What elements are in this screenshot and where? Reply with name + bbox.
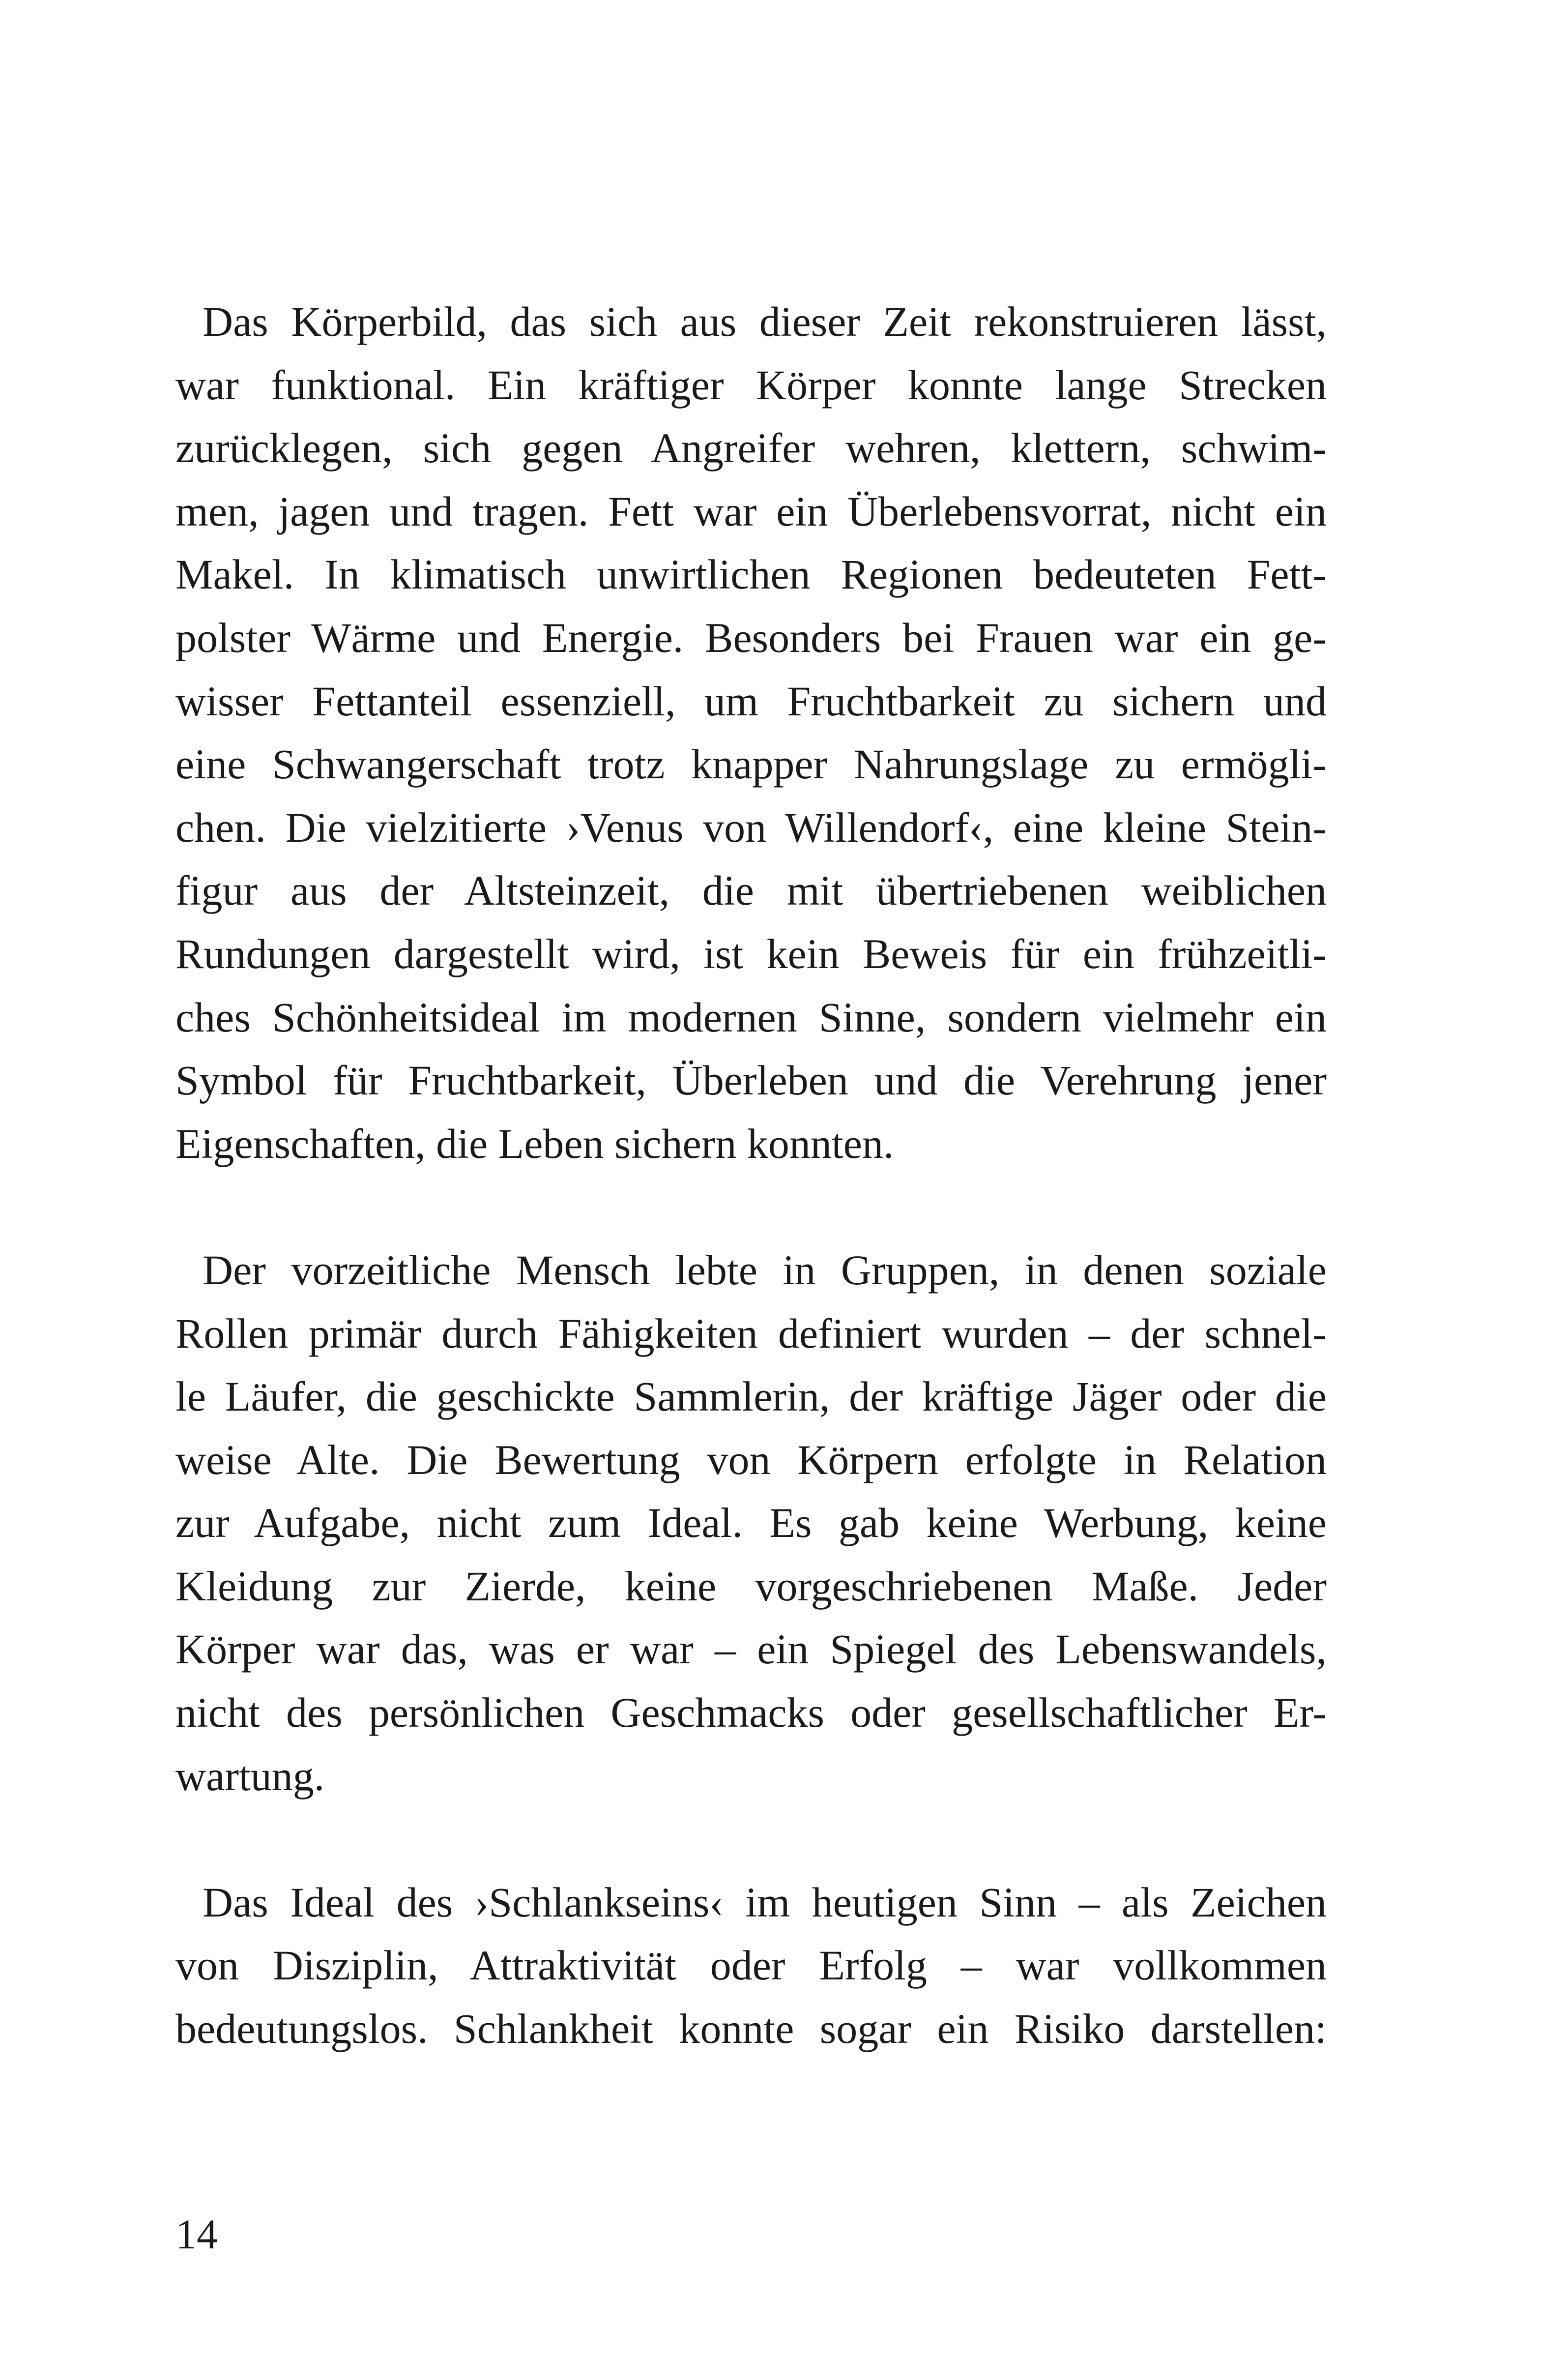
- text-line: Rundungen dargestellt wird, ist kein Beweis für ein frühzeitli-: [175, 930, 1327, 977]
- text-line: wartung.: [175, 1752, 325, 1800]
- text-line: eine Schwangerschaft trotz knapper Nahrungslage zu ermögli-: [175, 740, 1327, 788]
- paragraph-1: [175, 290, 1327, 1175]
- text-line: weise Alte. Die Bewertung von Körpern erfolgte in Relation: [175, 1436, 1327, 1483]
- text-line: Symbol für Fruchtbarkeit, Überleben und die Verehrung jener: [175, 1057, 1327, 1104]
- text-line: zur Aufgabe, nicht zum Ideal. Es gab keine Werbung, keine: [175, 1499, 1327, 1547]
- text-line: Eigenschaften, die Leben sichern konnten.: [175, 1120, 894, 1167]
- text-line: polster Wärme und Energie. Besonders bei Frauen war ein ge-: [175, 614, 1327, 661]
- page-number: 14: [175, 2211, 218, 2258]
- text-line: Das Ideal des ›Schlankseins‹ im heutigen Sinn – als Zeichen: [203, 1878, 1327, 1926]
- text-line: bedeutungslos. Schlankheit konnte sogar ein Risiko darstellen:: [175, 2005, 1327, 2053]
- text-line: chen. Die vielzitierte ›Venus von Willendorf‹, eine kleine Stein-: [175, 803, 1327, 851]
- text-line: men, jagen und tragen. Fett war ein Überlebensvorrat, nicht ein: [175, 487, 1327, 535]
- paragraph-gap: [175, 1175, 1327, 1239]
- text-line: Das Körperbild, das sich aus dieser Zeit rekonstruieren lässt,: [203, 298, 1327, 345]
- body-text: [175, 290, 1327, 2061]
- text-line: ches Schönheitsideal im modernen Sinne, sondern vielmehr ein: [175, 993, 1327, 1041]
- text-line: Der vorzeitliche Mensch lebte in Gruppen, in denen soziale: [203, 1246, 1327, 1294]
- text-line: nicht des persönlichen Geschmacks oder gesellschaftlicher Er-: [175, 1689, 1327, 1737]
- text-line: Kleidung zur Zierde, keine vorgeschriebenen Maße. Jeder: [175, 1562, 1327, 1610]
- text-line: Körper war das, was er war – ein Spiegel des Lebenswandels,: [175, 1625, 1327, 1673]
- text-line: wisser Fettanteil essenziell, um Fruchtbarkeit zu sichern und: [175, 677, 1327, 725]
- text-line: le Läufer, die geschickte Sammlerin, der kräftige Jäger oder die: [175, 1373, 1327, 1420]
- text-line: Rollen primär durch Fähigkeiten definiert wurden – der schnel-: [175, 1309, 1327, 1357]
- paragraph-gap: [175, 1807, 1327, 1871]
- text-line: Makel. In klimatisch unwirtlichen Regionen bedeuteten Fett-: [175, 551, 1327, 598]
- text-line: war funktional. Ein kräftiger Körper konnte lange Strecken: [175, 361, 1327, 409]
- paragraph-2: [175, 1239, 1327, 1807]
- text-line: figur aus der Altsteinzeit, die mit übertriebenen weiblichen: [175, 867, 1327, 914]
- text-line: von Disziplin, Attraktivität oder Erfolg – war vollkommen: [175, 1942, 1327, 1989]
- paragraph-3: [175, 1871, 1327, 2061]
- text-line: zurücklegen, sich gegen Angreifer wehren, klettern, schwim-: [175, 424, 1327, 472]
